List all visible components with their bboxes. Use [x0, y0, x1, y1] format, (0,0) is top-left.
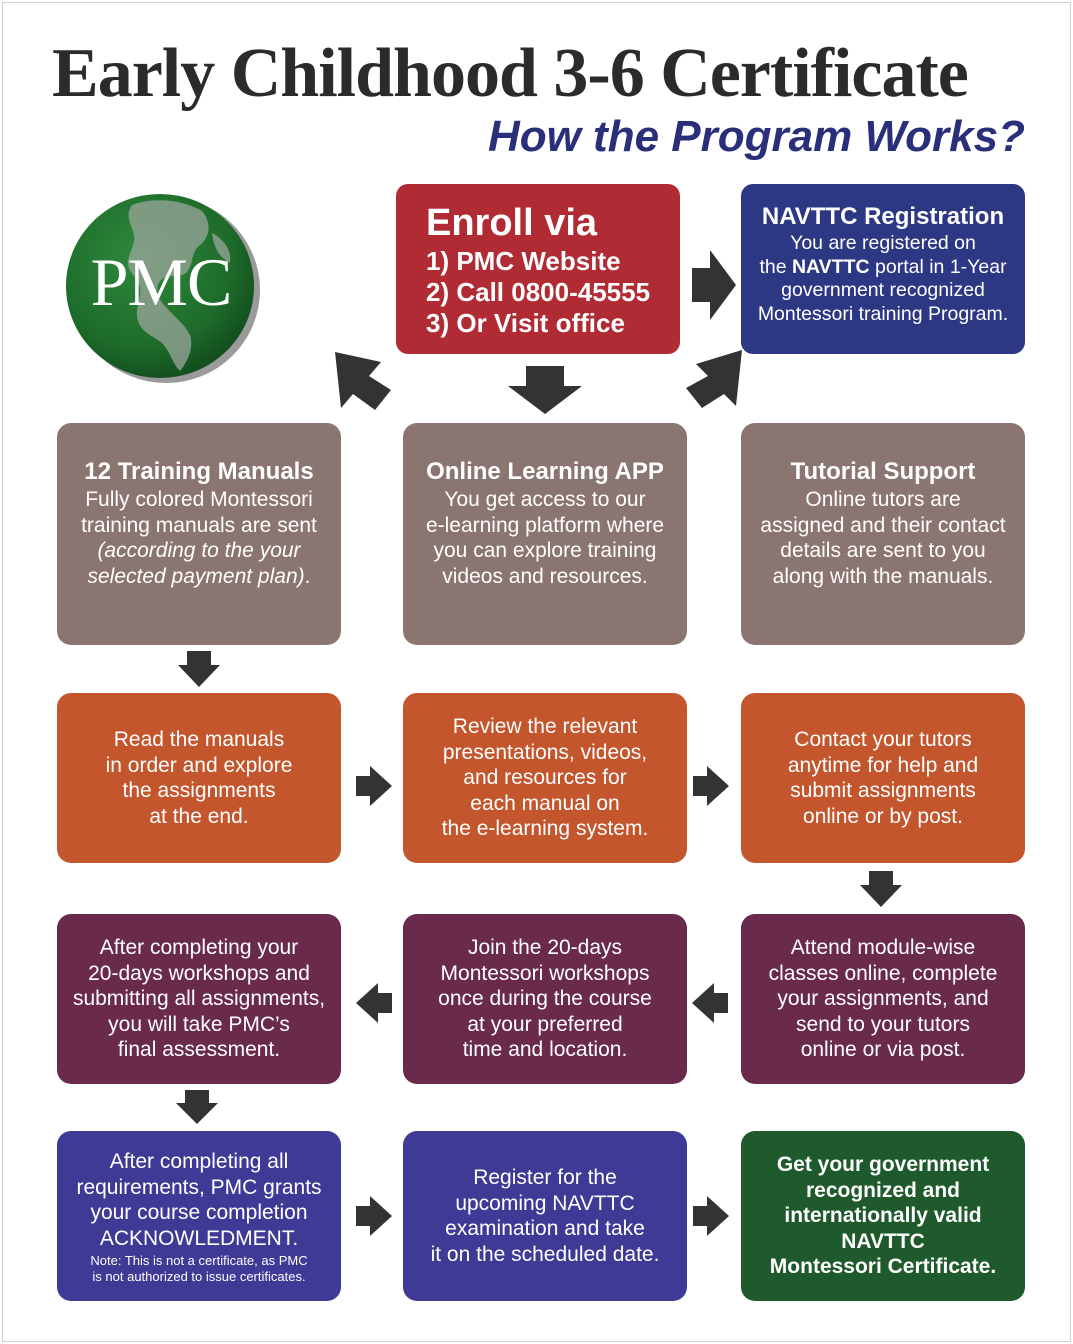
- arrow-right-icon: [693, 766, 729, 806]
- page-title: Early Childhood 3-6 Certificate: [52, 35, 968, 112]
- page-subtitle: How the Program Works?: [487, 112, 1025, 161]
- online-learning-app-box: [403, 423, 687, 645]
- arrow-right-icon: [693, 1196, 729, 1236]
- box-line: upcoming NAVTTC: [455, 1191, 635, 1215]
- module-classes-box: [741, 914, 1025, 1084]
- box-line: anytime for help and: [787, 753, 979, 777]
- box-note: Note: This is not a certificate, as PMC: [90, 1253, 308, 1268]
- box-line: you can explore training: [433, 539, 657, 562]
- arrow-down-icon: [176, 1090, 218, 1124]
- navttc-heading: NAVTTC Registration: [761, 203, 1005, 230]
- box-line: NAVTTC: [841, 1229, 925, 1253]
- box-line: examination and take: [445, 1217, 645, 1240]
- box-line: Contact your tutors: [794, 728, 972, 751]
- box-line: selected payment plan).: [87, 564, 311, 588]
- arrow-down-left-icon: [335, 348, 395, 410]
- box-line: (according to the your: [97, 539, 301, 562]
- box-line: requirements, PMC grants: [76, 1175, 322, 1199]
- box-line: assigned and their contact: [760, 513, 1006, 537]
- box-line: it on the scheduled date.: [430, 1242, 660, 1266]
- pmc-logo: [62, 193, 260, 385]
- review-presentations-box: [403, 693, 687, 863]
- navttc-line: Montessori training Program.: [757, 302, 1009, 325]
- box-line: Review the relevant: [452, 715, 638, 739]
- box-heading: 12 Training Manuals: [84, 458, 314, 485]
- box-line: internationally valid: [784, 1204, 982, 1228]
- box-line: submit assignments: [790, 779, 976, 802]
- box-line: Montessori workshops: [440, 961, 650, 985]
- box-line: You get access to our: [444, 488, 646, 511]
- box-line: 20-days workshops and: [88, 961, 310, 985]
- box-line: submitting all assignments,: [72, 987, 326, 1011]
- box-line: at your preferred: [467, 1012, 623, 1036]
- logo-text: PMC: [90, 244, 232, 320]
- box-line: presentations, videos,: [442, 740, 648, 764]
- box-line: online or via post.: [800, 1038, 966, 1062]
- navttc-line: the NAVTTC portal in 1-Year: [759, 255, 1007, 278]
- box-line: you will take PMC’s: [108, 1012, 290, 1036]
- box-line: the assignments: [122, 779, 276, 802]
- box-line: your assignments, and: [777, 987, 989, 1011]
- box-line: classes online, complete: [768, 961, 998, 985]
- box-line: time and location.: [462, 1038, 628, 1062]
- box-line: send to your tutors: [796, 1012, 970, 1036]
- enroll-heading: Enroll via: [426, 202, 598, 244]
- arrow-right-icon: [356, 766, 392, 806]
- contact-tutors-box: [741, 693, 1025, 863]
- enroll-option: 2) Call 0800-45555: [426, 277, 651, 307]
- box-line: e-learning platform where: [425, 513, 665, 537]
- box-line: and resources for: [463, 766, 627, 790]
- box-heading: Tutorial Support: [790, 458, 976, 485]
- box-line: After completing your: [99, 936, 299, 960]
- box-line: once during the course: [438, 987, 652, 1011]
- box-line: Get your government: [776, 1153, 990, 1177]
- box-line: final assessment.: [117, 1038, 281, 1062]
- arrow-down-icon: [508, 366, 582, 414]
- workshops-box: [403, 914, 687, 1084]
- box-line: the e-learning system.: [441, 817, 649, 841]
- enroll-box: [396, 184, 680, 354]
- arrow-left-icon: [692, 983, 728, 1023]
- navttc-registration-box: [741, 184, 1025, 354]
- arrow-down-left-icon: [684, 350, 742, 408]
- box-line: online or by post.: [803, 804, 963, 828]
- arrow-down-icon: [178, 651, 220, 687]
- box-line: Online tutors are: [805, 488, 961, 511]
- box-line: recognized and: [805, 1178, 961, 1202]
- box-line: Join the 20-days: [467, 936, 623, 960]
- read-manuals-box: [57, 693, 341, 863]
- enroll-option: 1) PMC Website: [426, 246, 621, 276]
- box-line: Register for the: [473, 1166, 617, 1189]
- acknowledgment-box: [57, 1131, 341, 1301]
- arrow-down-icon: [860, 871, 902, 907]
- arrow-right-icon: [356, 1196, 392, 1236]
- navttc-line: You are registered on: [790, 232, 976, 254]
- navttc-exam-box: [403, 1131, 687, 1301]
- navttc-line: government recognized: [781, 279, 985, 301]
- box-line: Fully colored Montessori: [85, 488, 313, 511]
- box-line: training manuals are sent: [81, 513, 317, 537]
- box-line: at the end.: [149, 804, 249, 828]
- box-line: After completing all: [109, 1150, 289, 1173]
- enroll-option: 3) Or Visit office: [426, 308, 625, 338]
- final-assessment-box: [57, 914, 341, 1084]
- training-manuals-box: [57, 423, 341, 645]
- arrow-left-icon: [356, 983, 392, 1023]
- arrow-right-icon: [692, 250, 736, 320]
- box-line: each manual on: [470, 791, 620, 815]
- box-line: Attend module-wise: [790, 936, 976, 960]
- box-line: details are sent to you: [780, 539, 986, 562]
- box-line: videos and resources.: [442, 564, 648, 588]
- box-line: your course completion: [90, 1201, 308, 1224]
- box-line: Montessori Certificate.: [769, 1255, 997, 1279]
- certificate-box: [741, 1131, 1025, 1301]
- box-heading: Online Learning APP: [426, 458, 664, 485]
- box-note: is not authorized to issue certificates.: [92, 1269, 306, 1284]
- box-line: ACKNOWLEDMENT.: [99, 1226, 299, 1250]
- box-line: along with the manuals.: [772, 564, 994, 588]
- box-line: in order and explore: [105, 753, 293, 777]
- tutorial-support-box: [741, 423, 1025, 645]
- box-line: Read the manuals: [113, 728, 285, 751]
